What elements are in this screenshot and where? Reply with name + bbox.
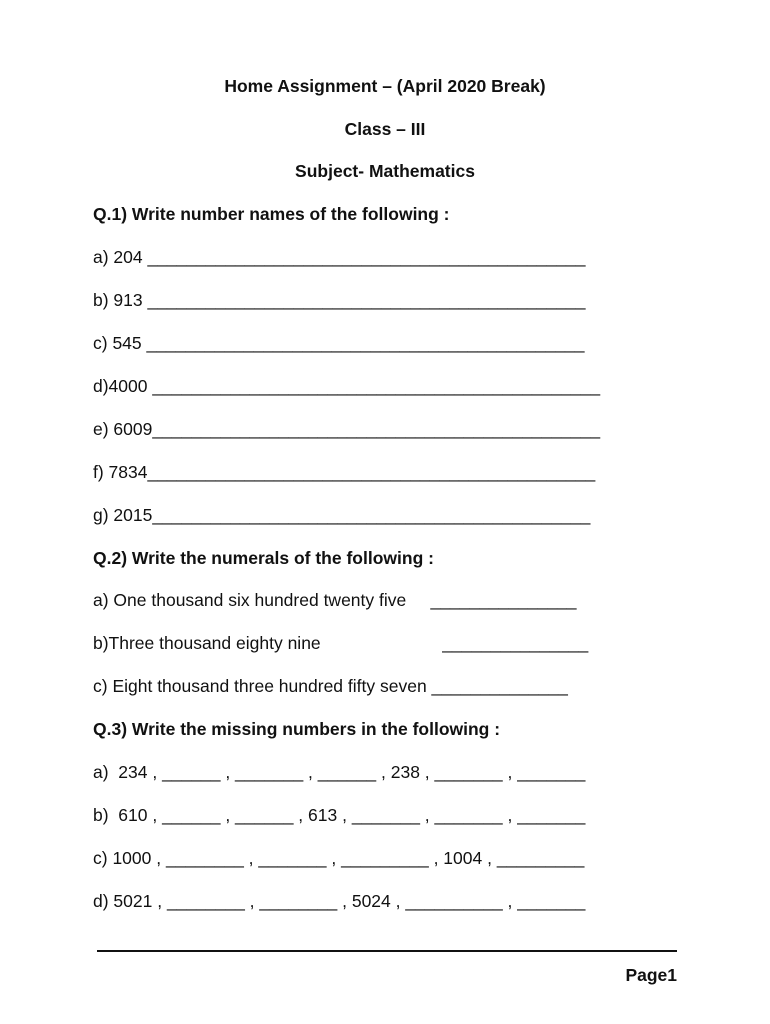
q1-item-c: c) 545 _____________________________________________ [93,333,585,353]
q2-item-a: a) One thousand six hundred twenty five _______________ [93,590,577,610]
q3-item-c: c) 1000 , ________ , _______ , _________ , 1004 , _________ [93,848,585,868]
q3-item-d: d) 5021 , ________ , ________ , 5024 , __________ , _______ [93,891,586,911]
q2-heading: Q.2) Write the numerals of the following : [93,548,434,568]
q1-item-b: b) 913 _____________________________________________ [93,290,586,310]
q3-heading: Q.3) Write the missing numbers in the following : [93,719,501,739]
q1-heading: Q.1) Write number names of the following : [93,204,450,224]
subject-label: Subject- Mathematics [295,161,475,181]
q1-item-g: g) 2015_____________________________________________ [93,505,591,525]
page-number: Page1 [625,965,677,985]
q3-item-b: b) 610 , ______ , ______ , 613 , _______ , _______ , _______ [93,805,586,825]
q3-item-a: a) 234 , ______ , _______ , ______ , 238 , _______ , _______ [93,762,586,782]
footer-rule [97,950,677,952]
document-title: Home Assignment – (April 2020 Break) [224,76,546,96]
q1-item-a: a) 204 _____________________________________________ [93,247,586,267]
q2-item-b: b)Three thousand eighty nine _______________ [93,633,589,653]
q1-item-d: d)4000 ______________________________________________ [93,376,601,396]
class-label: Class – III [344,119,426,139]
q2-item-c: c) Eight thousand three hundred fifty seven ______________ [93,676,568,696]
q1-item-e: e) 6009______________________________________________ [93,419,601,439]
q1-item-f: f) 7834______________________________________________ [93,462,596,482]
